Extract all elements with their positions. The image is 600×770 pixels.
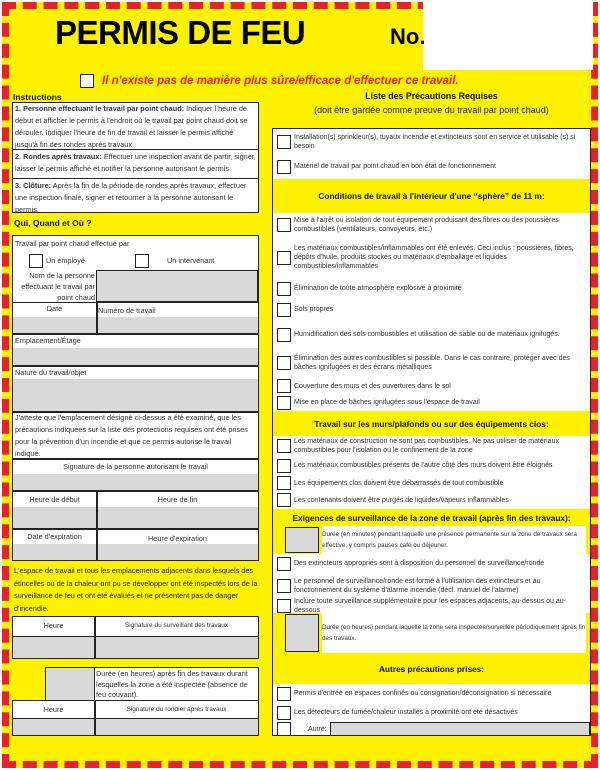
- precaution-label: Durée (en heures) pendant laquelle la zone sera inspectée/surveillée périodiquement après fin des travaux.: [322, 613, 586, 653]
- no-safer-way-option[interactable]: [80, 74, 459, 88]
- precaution-item: [273, 598, 590, 613]
- precaution-checkbox[interactable]: [277, 459, 291, 473]
- precaution-item: [273, 475, 590, 491]
- precaution-item: [273, 378, 590, 394]
- precaution-item: [273, 348, 590, 378]
- contractor-label: Un intervenant: [167, 256, 215, 265]
- duration-field[interactable]: [285, 614, 319, 652]
- expiry-time-label: Heure d'expiration: [148, 534, 207, 543]
- precautions-section-heading: Conditions de travail à l'intérieur d'une “sphère” de 11 m:: [273, 179, 590, 213]
- precaution-label: Sols propres: [294, 306, 334, 313]
- precaution-checkbox[interactable]: [277, 439, 291, 453]
- watch-table: [12, 616, 259, 659]
- patrol-row-field[interactable]: [13, 718, 258, 735]
- work-nature-field[interactable]: [13, 379, 258, 411]
- precaution-item: [273, 684, 590, 703]
- precaution-checkbox[interactable]: [277, 135, 291, 149]
- precautions-list: [272, 128, 591, 736]
- watch-row-field[interactable]: [13, 636, 258, 658]
- precaution-label: Les matériaux de construction ne sont pas combustibles. Ne pas utiliser de matériaux combustibles pour l'isolation ou le confinement de la zone: [294, 438, 559, 454]
- expiry-date-label: Date d'expiration: [27, 532, 82, 541]
- performed-by-label: Travail par point chaud effectué par: [15, 239, 130, 248]
- precautions-section-heading: Autres précautions prises:: [273, 653, 590, 684]
- page-title: PERMIS DE FEU: [55, 14, 306, 51]
- precaution-checkbox[interactable]: [277, 599, 291, 613]
- end-time-label: Heure de fin: [157, 495, 198, 504]
- precaution-checkbox[interactable]: [277, 160, 291, 174]
- precaution-label: Le personnel de surveillance/ronde est formé à l'utilisation des extincteurs et au fonctionnement du système d'alarme incendie (décl. manuel de l'alarme): [294, 577, 541, 594]
- instruction-3: 3. Clôture: Après la fin de la période de rondes après travaux, effectuer une inspection finale, signer et retourner à la personne autorisant le permis.: [15, 181, 247, 214]
- authorizer-signature-field[interactable]: [13, 474, 258, 490]
- permit-number-label: No.: [390, 24, 426, 49]
- authorizer-signature-label: Signature de la personne autorisant le travail: [63, 462, 208, 471]
- location-label: Emplacement/Étage: [15, 336, 81, 345]
- precaution-item: [273, 703, 590, 722]
- precaution-label: Mise en place de bâches ignifugées sous l'espace de travail: [294, 399, 480, 406]
- end-time-field[interactable]: [98, 507, 258, 528]
- patrol-signature-label: Signature du rondier après travaux: [126, 706, 227, 713]
- precaution-item: [273, 154, 590, 179]
- precaution-label: Humidification des sols combustibles et utilisation de sable ou de matériaux ignifugés.: [294, 331, 560, 338]
- job-number-field[interactable]: [97, 317, 258, 333]
- instruction-1: 1. Personne effectuant le travail par point chaud: Indiquer l heure de début et afficher le permis à l'endroit où le travail par point chaud doit se dérouler. Indiquer l'heure de fin de travail et laisser le permis affiché jusqu'à fin des rondes après travaux: [13, 103, 258, 150]
- no-safer-way-checkbox[interactable]: [80, 74, 94, 88]
- precaution-label: Couverture des murs et des ouvertures dans le sol: [294, 382, 451, 390]
- precaution-duration-row: [273, 613, 590, 653]
- precaution-checkbox[interactable]: [277, 328, 291, 342]
- precaution-item: [273, 236, 590, 279]
- work-details-box: [12, 235, 259, 561]
- instructions-heading: Instructions: [13, 92, 62, 102]
- attestation-text: J'atteste que l'emplacement désigné ci-dessus a été examiné, que les précautions indiquées sur la liste des protections requises ont été prises pour la prévention d'un incendie et que ce permis autorise le travail indiqué.: [15, 413, 248, 458]
- precautions-subtitle: (doit être gardée comme preuve du travail par point chaud): [314, 105, 549, 115]
- precaution-checkbox[interactable]: [277, 218, 291, 232]
- employee-option[interactable]: [29, 254, 85, 268]
- precaution-item: [273, 491, 590, 509]
- precaution-item: [273, 213, 590, 236]
- watch-hour-label: Heure: [43, 621, 64, 630]
- precaution-label: Autre:: [308, 725, 327, 733]
- precaution-label: Durée (en minutes) pendant laquelle une présence permanente sur la zone de travaux sera effective, y compris pauses café ou déjeuner.: [322, 526, 586, 554]
- precaution-label: Installation(s) sprinkleur(s), tuyaux incendie et extincteurs sont en service et utilisable (s) si besoin: [294, 133, 576, 150]
- precaution-item: [273, 722, 590, 736]
- precaution-label: Élimination de toute atmosphère explosive à proximité: [294, 285, 462, 292]
- other-precaution-field[interactable]: [330, 722, 590, 736]
- precaution-label: Les détecteurs de fumée/chaleur installés à proximité ont été désactivés: [294, 709, 518, 716]
- watch-signature-label: Signature du surveillant des travaux: [124, 622, 229, 629]
- precaution-checkbox[interactable]: [277, 687, 291, 701]
- instructions-box: [12, 102, 259, 213]
- precautions-section-heading: Exigences de surveillance de la zone de travail (après fin des travaux):: [273, 509, 590, 526]
- expiry-date-field[interactable]: [13, 544, 96, 560]
- employee-checkbox[interactable]: [29, 254, 43, 268]
- worker-name-field[interactable]: [96, 270, 258, 302]
- precaution-label: Mise à l'arrêt ou isolation de tout équipement produisant des fibres ou des poussières combustibles (ventilateurs, convoyeurs, etc.): [294, 216, 559, 233]
- precaution-checkbox[interactable]: [277, 282, 291, 296]
- post-work-duration-field[interactable]: [45, 667, 95, 701]
- work-nature-label: Nature du travail/objet: [15, 368, 87, 377]
- precaution-item: [273, 554, 590, 573]
- precaution-label: Les contenants doivent être purgés de liquides/vapeurs inflammables: [294, 496, 509, 504]
- job-number-label: Numéro de travail: [98, 306, 156, 315]
- who-when-where-heading: Qui, Quand et Où ?: [14, 218, 92, 228]
- employee-label: Un employé: [46, 256, 85, 265]
- precaution-item: [273, 456, 590, 475]
- precaution-checkbox[interactable]: [277, 722, 291, 736]
- location-field[interactable]: [13, 348, 258, 365]
- precaution-label: Élimination des autres combustibles si possible. Dans le cas contraire, protéger avec des bâches ignifugées et des écrans métalliques: [294, 355, 570, 371]
- precaution-checkbox[interactable]: [277, 356, 291, 370]
- contractor-option[interactable]: [135, 254, 214, 268]
- start-time-label: Heure de début: [29, 495, 80, 504]
- precaution-label: Permis d'entrée en espaces confinés ou consignation/déconsignation si nécessaire: [294, 690, 552, 697]
- precaution-item: [273, 298, 590, 321]
- post-work-duration-label: Durée (en heures) après fin des travaux durant lesquelles la zone a été inspectée (absence de feu couvant).: [94, 667, 259, 701]
- worker-name-label: Nom de la personne effectuant le travail par point chaud: [21, 271, 95, 302]
- instruction-2: 2. Rondes après travaux: Effectuer une inspection avant de partir, signer, laisser le permis affiché et notifier la personne autorisant le permis.: [13, 150, 258, 179]
- precaution-item: [273, 321, 590, 348]
- precaution-checkbox[interactable]: [277, 379, 291, 393]
- precaution-checkbox[interactable]: [277, 557, 291, 571]
- no-safer-way-label: Il n'existe pas de manière plus sûre/efficace d'effectuer ce travail.: [102, 75, 459, 87]
- precaution-label: Les matériaux combustibles présents de l'autre côté des murs doivent être éloignés: [294, 462, 553, 469]
- precaution-checkbox[interactable]: [277, 706, 291, 720]
- precaution-item: [273, 436, 590, 456]
- precaution-label: Des extincteurs appropriés sont à disposition du personnel de surveillance/ronde: [294, 560, 545, 567]
- precautions-section-heading: Travail sur les murs/plafonds ou sur des équipements clos:: [273, 411, 590, 436]
- date-field[interactable]: [13, 317, 96, 333]
- precaution-item: [273, 129, 590, 154]
- permit-number-field[interactable]: [423, 2, 593, 70]
- precaution-checkbox[interactable]: [277, 303, 291, 317]
- start-time-field[interactable]: [13, 507, 96, 528]
- patrol-table: [12, 700, 259, 736]
- contractor-checkbox[interactable]: [135, 254, 149, 268]
- precaution-checkbox[interactable]: [277, 493, 291, 507]
- precaution-item: [273, 394, 590, 411]
- precaution-label: Les équipements clos doivent être débarrassés de tout combustible: [294, 479, 504, 487]
- expiry-time-field[interactable]: [98, 544, 258, 560]
- precaution-label: Matériel de travail par point chaud en bon état de fonctionnement: [294, 163, 496, 170]
- patrol-hour-label: Heure: [43, 705, 64, 714]
- inspection-statement: L'espace de travail et tous les emplacements adjacents dans lesquels des étincelles ou de la chaleur ont pu se développer ont été inspectés lors de la surveillance de feu et ont été évalués et ne présentent pas de danger d'incendie.: [14, 566, 258, 613]
- precaution-item: [273, 573, 590, 598]
- precaution-item: [273, 279, 590, 298]
- date-label: Date: [46, 304, 63, 313]
- precaution-label: Les matériaux combustibles/inflammables ont été enlevés. Ceci inclus : poussières, fibres, dépôts d'huile, produits stockés ou matériaux d'emballage et liquides combustibles/inflammables: [294, 245, 574, 270]
- precaution-checkbox[interactable]: [277, 251, 291, 265]
- precaution-checkbox[interactable]: [277, 476, 291, 490]
- precautions-title: Liste des Précautions Requises: [365, 91, 498, 101]
- duration-field[interactable]: [285, 527, 319, 553]
- precaution-checkbox[interactable]: [277, 396, 291, 410]
- precaution-label: Inclure toute surveillance supplémentaire pour les espaces adjacents, au-dessus ou au-dessous: [294, 597, 566, 614]
- precaution-checkbox[interactable]: [277, 579, 291, 593]
- precaution-duration-row: [273, 526, 590, 554]
